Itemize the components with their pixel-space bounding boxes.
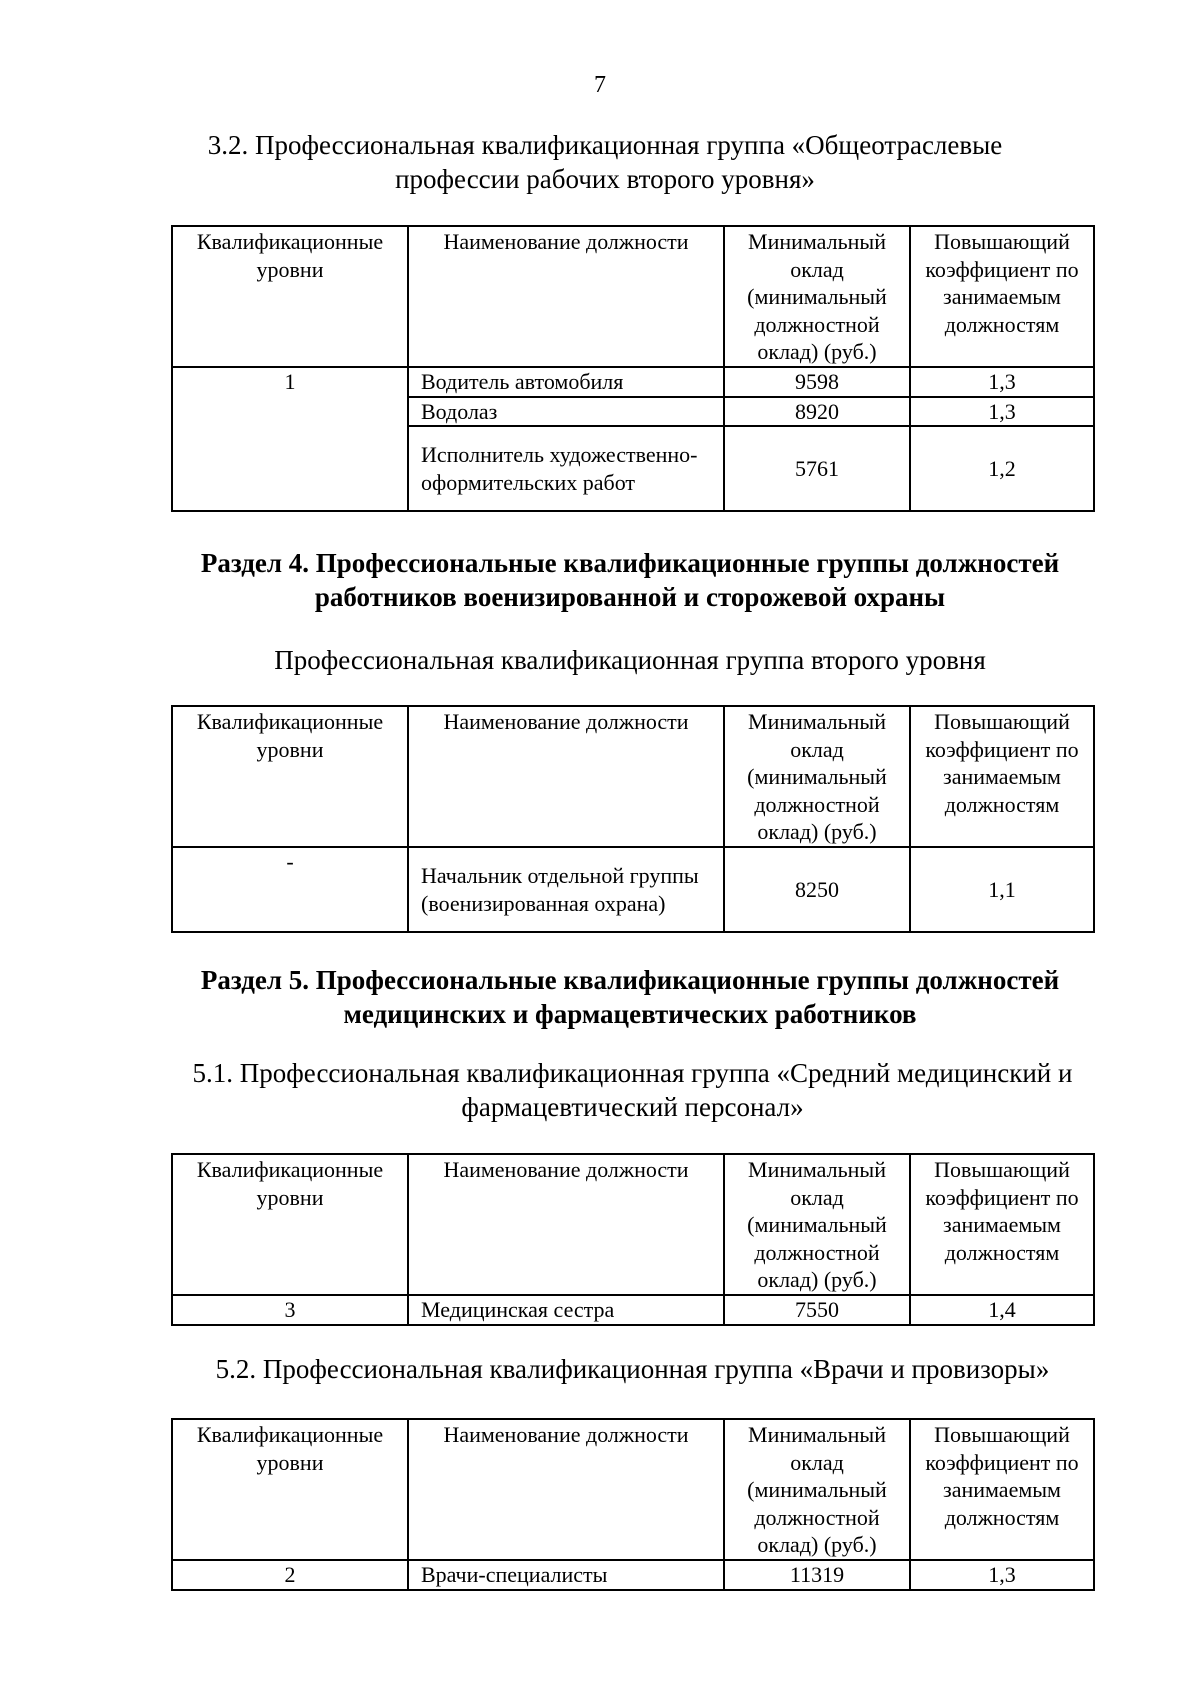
header-level: Квалификационные уровни: [172, 706, 408, 847]
header-salary: Минимальный оклад (минимальный должностной оклад) (руб.): [724, 226, 910, 367]
cell-salary: 11319: [724, 1560, 910, 1590]
section-5-1-title: 5.1. Профессиональная квалификационная группа «Средний медицинский и фармацевтический персонал»: [192, 1058, 1073, 1122]
section-4-subtitle: Профессиональная квалификационная группа второго уровня: [274, 645, 986, 675]
cell-level: 1: [172, 367, 408, 511]
table-header-row: [172, 226, 1094, 367]
cell-level: 2: [172, 1560, 408, 1590]
table-5-1: [171, 1153, 1095, 1326]
header-coef: Повышающий коэффициент по занимаемым должностям: [910, 1419, 1094, 1560]
section-5-2-title: 5.2. Профессиональная квалификационная группа «Врачи и провизоры»: [215, 1354, 1050, 1384]
cell-salary: 9598: [724, 367, 910, 397]
table-row: [172, 1560, 1094, 1590]
cell-level: -: [172, 847, 408, 932]
table-row: [172, 367, 1094, 397]
header-level: Квалификационные уровни: [172, 1419, 408, 1560]
cell-position: Медицинская сестра: [408, 1295, 724, 1325]
section-5-title: Раздел 5. Профессиональные квалификационные группы должностей медицинских и фармацевтических работников: [200, 965, 1060, 1029]
table-row: [172, 847, 1094, 932]
header-coef: Повышающий коэффициент по занимаемым должностям: [910, 226, 1094, 367]
cell-coef: 1,4: [910, 1295, 1094, 1325]
header-salary: Минимальный оклад (минимальный должностной оклад) (руб.): [724, 1154, 910, 1295]
table-5-2: [171, 1418, 1095, 1591]
cell-level: 3: [172, 1295, 408, 1325]
cell-position: Водитель автомобиля: [408, 367, 724, 397]
cell-position: Начальник отдельной группы (военизированная охрана): [408, 847, 724, 932]
header-coef: Повышающий коэффициент по занимаемым должностям: [910, 706, 1094, 847]
cell-coef: 1,2: [910, 426, 1094, 511]
cell-coef: 1,3: [910, 397, 1094, 427]
table-header-row: [172, 706, 1094, 847]
cell-salary: 7550: [724, 1295, 910, 1325]
cell-position: Исполнитель художественно-оформительских работ: [408, 426, 724, 511]
cell-position: Врачи-специалисты: [408, 1560, 724, 1590]
cell-salary: 8250: [724, 847, 910, 932]
table-row: [172, 1295, 1094, 1325]
cell-position: Водолаз: [408, 397, 724, 427]
cell-salary: 5761: [724, 426, 910, 511]
section-3-2-title: 3.2. Профессиональная квалификационная группа «Общеотраслевые профессии рабочих второго уровня»: [207, 130, 1003, 194]
table-header-row: [172, 1154, 1094, 1295]
header-position: Наименование должности: [408, 706, 724, 847]
header-position: Наименование должности: [408, 1419, 724, 1560]
cell-salary: 8920: [724, 397, 910, 427]
cell-coef: 1,3: [910, 367, 1094, 397]
section-4-title: Раздел 4. Профессиональные квалификационные группы должностей работников военизированной и сторожевой охраны: [200, 548, 1060, 612]
cell-coef: 1,1: [910, 847, 1094, 932]
table-4: [171, 705, 1095, 933]
table-3-2: [171, 225, 1095, 512]
header-salary: Минимальный оклад (минимальный должностной оклад) (руб.): [724, 706, 910, 847]
header-position: Наименование должности: [408, 226, 724, 367]
header-position: Наименование должности: [408, 1154, 724, 1295]
header-level: Квалификационные уровни: [172, 226, 408, 367]
header-salary: Минимальный оклад (минимальный должностной оклад) (руб.): [724, 1419, 910, 1560]
page-number: 7: [594, 72, 606, 98]
cell-coef: 1,3: [910, 1560, 1094, 1590]
table-header-row: [172, 1419, 1094, 1560]
header-coef: Повышающий коэффициент по занимаемым должностям: [910, 1154, 1094, 1295]
header-level: Квалификационные уровни: [172, 1154, 408, 1295]
